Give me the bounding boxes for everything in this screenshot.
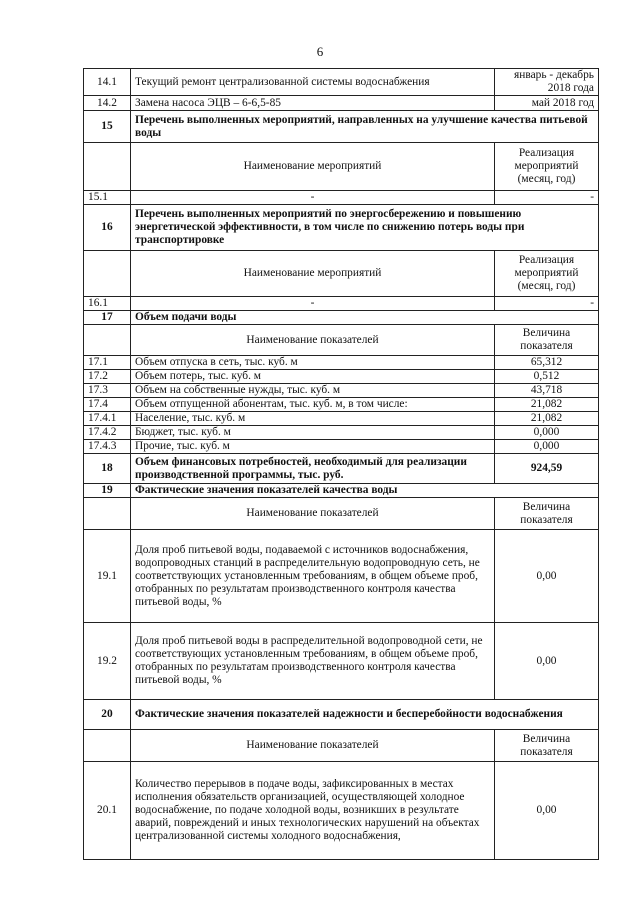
section-number: 17	[84, 311, 131, 325]
table-row	[84, 426, 599, 440]
row-text: Бюджет, тыс. куб. м	[131, 426, 495, 440]
column-header-row	[84, 251, 599, 297]
table-row	[84, 297, 599, 311]
section-header-row	[84, 700, 599, 730]
row-number: 17.2	[84, 370, 131, 384]
section-number: 20	[84, 700, 131, 730]
empty-cell	[84, 498, 131, 530]
section-title: Фактические значения показателей надежности и бесперебойности водоснабжения	[131, 700, 599, 730]
empty-cell	[84, 143, 131, 191]
table-row	[84, 454, 599, 484]
row-value: -	[495, 191, 599, 205]
row-number: 17.4.1	[84, 412, 131, 426]
column-header-row	[84, 498, 599, 530]
row-text: Текущий ремонт централизованной системы водоснабжения	[131, 69, 495, 96]
row-number: 16.1	[84, 297, 131, 311]
row-value: 21,082	[495, 398, 599, 412]
row-text: -	[131, 191, 495, 205]
row-text: Объем на собственные нужды, тыс. куб. м	[131, 384, 495, 398]
row-number: 15.1	[84, 191, 131, 205]
table-row	[84, 412, 599, 426]
production-program-table	[83, 68, 599, 860]
row-value: 43,718	[495, 384, 599, 398]
row-number: 17.4	[84, 398, 131, 412]
row-text: Объем отпущенной абонентам, тыс. куб. м, в том числе:	[131, 398, 495, 412]
section-number: 16	[84, 205, 131, 251]
table-row	[84, 398, 599, 412]
row-value: 0,00	[495, 623, 599, 700]
row-text: Доля проб питьевой воды в распределительной водопроводной сети, не соответствующих установленным требованиям, в общем объеме проб, отобранных по результатам производственного контроля качества питьевой воды, %	[131, 623, 495, 700]
table-row	[84, 762, 599, 860]
section-header-row	[84, 311, 599, 325]
row-text: Объем потерь, тыс. куб. м	[131, 370, 495, 384]
row-value: май 2018 год	[495, 96, 599, 111]
row-value: 0,512	[495, 370, 599, 384]
row-text: Объем отпуска в сеть, тыс. куб. м	[131, 356, 495, 370]
row-number: 18	[84, 454, 131, 484]
table-row	[84, 623, 599, 700]
table-row	[84, 191, 599, 205]
row-text: Замена насоса ЭЦВ – 6-6,5-85	[131, 96, 495, 111]
row-text: Население, тыс. куб. м	[131, 412, 495, 426]
row-value: 65,312	[495, 356, 599, 370]
column-header-row	[84, 143, 599, 191]
row-value: 0,00	[495, 530, 599, 623]
row-number: 20.1	[84, 762, 131, 860]
row-text: -	[131, 297, 495, 311]
section-header-row	[84, 484, 599, 498]
table-row	[84, 69, 599, 96]
empty-cell	[84, 730, 131, 762]
row-value: январь - декабрь 2018 года	[495, 69, 599, 96]
section-header-row	[84, 205, 599, 251]
row-number: 14.2	[84, 96, 131, 111]
empty-cell	[84, 251, 131, 297]
row-value: 924,59	[495, 454, 599, 484]
row-number: 17.1	[84, 356, 131, 370]
row-text: Доля проб питьевой воды, подаваемой с источников водоснабжения, водопроводных станций в распределительную водопроводную сеть, не соответствующих установленным требованиям, в общем объеме проб, отобранных по результатам производственного контроля качества питьевой воды, %	[131, 530, 495, 623]
empty-cell	[84, 325, 131, 356]
row-number: 19.2	[84, 623, 131, 700]
table-row	[84, 440, 599, 454]
row-text: Количество перерывов в подаче воды, зафиксированных в местах исполнения обязательств организацией, осуществляющей холодное водоснабжение, по подаче холодной воды, возникших в результате аварий, повреждений и иных технологических нарушений на объектах централизованной системы холодного водоснабжения,	[131, 762, 495, 860]
row-number: 17.3	[84, 384, 131, 398]
row-number: 19.1	[84, 530, 131, 623]
row-text: Объем финансовых потребностей, необходимый для реализации производственной программы, тыс. руб.	[131, 454, 495, 484]
column-header-value: Величина показателя	[495, 325, 599, 356]
column-header-name: Наименование мероприятий	[131, 251, 495, 297]
row-text: Прочие, тыс. куб. м	[131, 440, 495, 454]
column-header-name: Наименование показателей	[131, 730, 495, 762]
table-row	[84, 356, 599, 370]
section-title: Перечень выполненных мероприятий, направленных на улучшение качества питьевой воды	[131, 111, 599, 143]
section-title: Объем подачи воды	[131, 311, 599, 325]
table-row	[84, 384, 599, 398]
row-number: 17.4.2	[84, 426, 131, 440]
section-title: Фактические значения показателей качества воды	[131, 484, 599, 498]
section-header-row	[84, 111, 599, 143]
section-number: 19	[84, 484, 131, 498]
row-value: 0,00	[495, 762, 599, 860]
table-row	[84, 530, 599, 623]
column-header-name: Наименование мероприятий	[131, 143, 495, 191]
column-header-value: Величина показателя	[495, 730, 599, 762]
column-header-value: Реализация мероприятий (месяц, год)	[495, 143, 599, 191]
row-value: 0,000	[495, 426, 599, 440]
column-header-row	[84, 730, 599, 762]
column-header-name: Наименование показателей	[131, 498, 495, 530]
section-title: Перечень выполненных мероприятий по энергосбережению и повышению энергетической эффективности, в том числе по снижению потерь воды при транспортировке	[131, 205, 599, 251]
column-header-value: Величина показателя	[495, 498, 599, 530]
row-value: 0,000	[495, 440, 599, 454]
column-header-row	[84, 325, 599, 356]
row-number: 14.1	[84, 69, 131, 96]
column-header-name: Наименование показателей	[131, 325, 495, 356]
section-number: 15	[84, 111, 131, 143]
column-header-value: Реализация мероприятий (месяц, год)	[495, 251, 599, 297]
table-row	[84, 96, 599, 111]
row-value: -	[495, 297, 599, 311]
page-number: 6	[316, 44, 324, 59]
row-number: 17.4.3	[84, 440, 131, 454]
table-row	[84, 370, 599, 384]
row-value: 21,082	[495, 412, 599, 426]
